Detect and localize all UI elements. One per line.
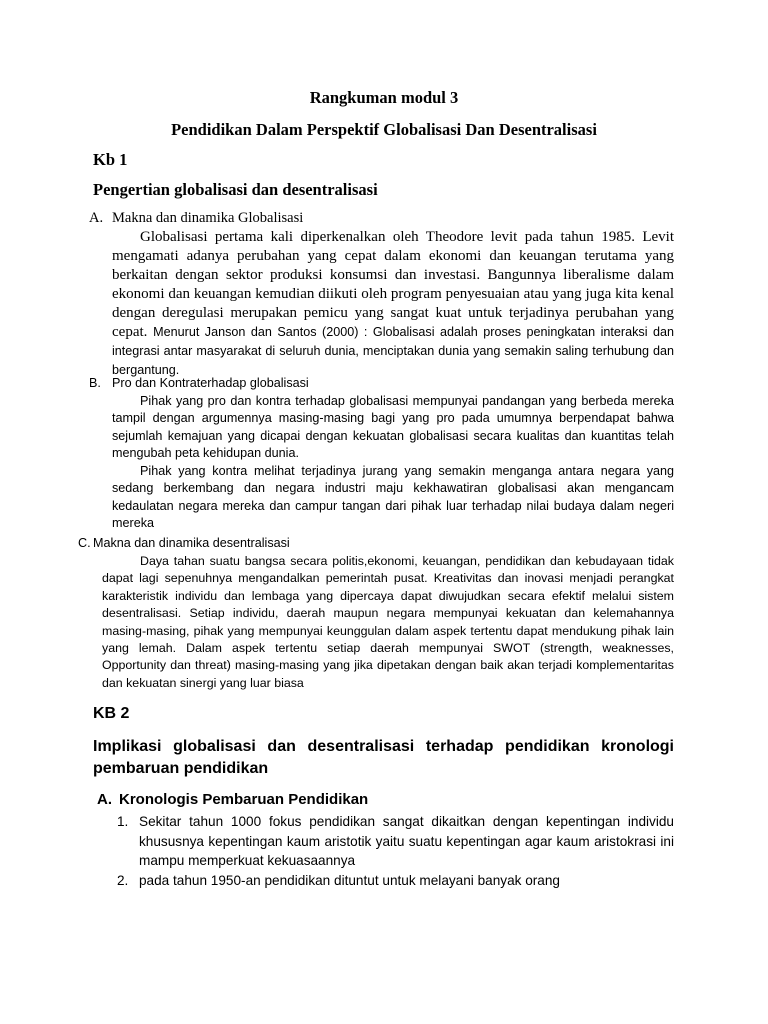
section-b-paragraph-2: Pihak yang kontra melihat terjadinya jurang yang semakin menganga antara negara yang sedang berkembang dan negara industri maju kekhawatiran globalisasi akan mengancam kedaulatan negara mereka dan campur tangan dari pihak luar terhadap nilai budaya dalam negeri mereka [112,464,674,531]
kb2-section-a-marker: A. [97,791,112,808]
list-item-1-text: Sekitar tahun 1000 fokus pendidikan sangat dikaitkan dengan kepentingan individu khususnya kepentingan kaum aristotik yaitu suatu kepentingan agar kaum aristokrasi ini mampu memperkuat kekuasaannya [139,814,674,868]
section-a-paragraph [112,228,674,380]
section-b-label: Pro dan Kontraterhadap globalisasi [112,376,309,390]
section-b-body [112,393,674,532]
list-item-1-number: 1. [117,814,129,829]
list-item-2-text: pada tahun 1950-an pendidikan dituntut untuk melayani banyak orang [139,873,560,888]
section-a-label: Makna dan dinamika Globalisasi [112,210,304,226]
section-a-marker: A. [89,210,104,226]
section-a-paragraph-serif: Globalisasi pertama kali diperkenalkan oleh Theodore levit pada tahun 1985. Levit mengamati adanya perubahan yang cepat dalam ekonomi dan keuangan terutama yang berkaitan dengan sektor produksi konsumsi dan investasi. Bangunnya liberalisme dalam ekonomi dan keuangan kemudian diikuti oleh program penyesuaian atau yang juga kita kenal dengan deregulasi merupakan pemicu yang sangat kuat untuk terjadinya perubahan yang cepat. [112,229,674,340]
page-title: Rangkuman modul 3 [309,88,459,107]
section-c-marker: C. [78,536,91,550]
section-b-marker: B. [89,376,101,390]
section-a-paragraph-sans: Menurut Janson dan Santos (2000) : Globalisasi adalah proses peningkatan interaksi dan integrasi antar masyarakat di seluruh dunia, menciptakan dunia yang semakin saling terhubung dan bergantung. [112,325,675,377]
section-c-label: Makna dan dinamika desentralisasi [93,536,290,550]
kb1-title: Pengertian globalisasi dan desentralisasi [93,180,378,199]
section-c-body [102,553,674,692]
kb2-heading: KB 2 [93,705,130,722]
section-b-paragraph-1: Pihak yang pro dan kontra terhadap globalisasi mempunyai pandangan yang berbeda mereka tampil dengan argumennya masing-masing bagi yang pro pada umumnya berpendapat bahwa sejumlah kemajuan yang dicapai dengan kekuatan globalisasi secara kualitas dan kuantitas telah mengubah peta kehidupan dunia. [112,394,674,460]
list-item-2-number: 2. [117,873,129,888]
kb2-section-a-label: Kronologis Pembaruan Pendidikan [119,791,369,808]
section-a-body [112,228,674,380]
kb1-heading: Kb 1 [93,150,128,169]
section-c-paragraph: Daya tahan suatu bangsa secara politis,ekonomi, keuangan, pendidikan dan kebudayaan tidak dapat lagi sepenuhnya mengandalkan pemerintah pusat. Kreativitas dan inovasi menjadi perangkat karakteristik individu dan lembaga yang dipercaya dapat diwujudkan secara efektif melalui sistem desentralisasi. Setiap individu, daerah maupun negara mempunyai kekuatan dan kelemahannya masing-masing, pihak yang mempunyai keunggulan dalam aspek tertentu dapat mendukung pihak lain yang lemah. Dalam aspek tertentu setiap daerah mempunyai SWOT (strength, weaknesses, Opportunity dan threat) masing-masing yang jika dipetakan dengan baik akan terjadi komplementaritas dan kekuatan sinergi yang luar biasa [102,554,674,690]
kb2-title: Implikasi globalisasi dan desentralisasi terhadap pendidikan kronologi pembaruan pendidikan [93,738,674,777]
page-subtitle: Pendidikan Dalam Perspektif Globalisasi Dan Desentralisasi [171,120,597,139]
